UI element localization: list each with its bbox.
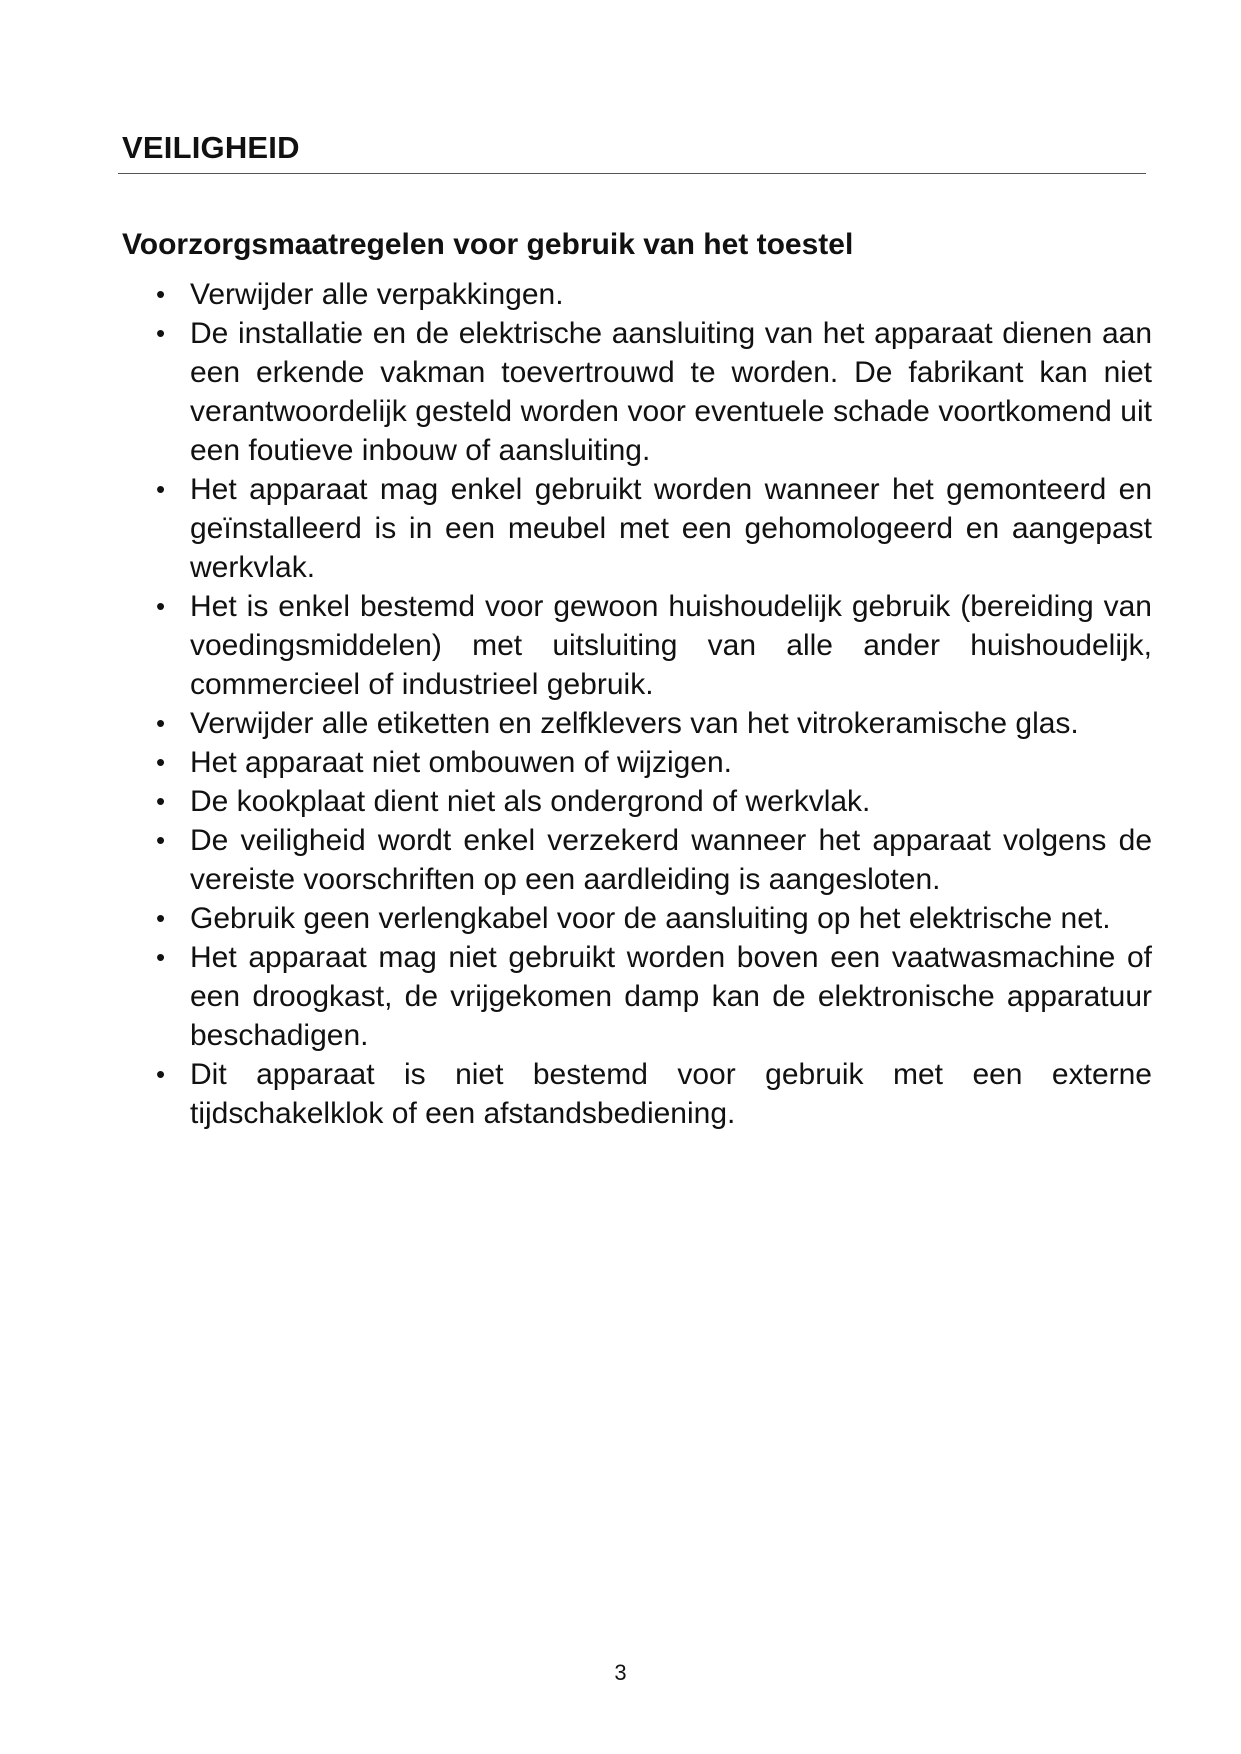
- section-title: VEILIGHEID: [122, 130, 300, 165]
- page-number: 3: [614, 1660, 627, 1685]
- list-item: • Dit apparaat is niet bestemd voor gebruik met een externe tijdschakelklok of een afstandsbediening.: [156, 1055, 1152, 1133]
- safety-precautions-list: [156, 275, 1152, 1133]
- list-item: • Het is enkel bestemd voor gewoon huishoudelijk gebruik (bereiding van voedingsmiddelen) met uitsluiting van alle ander huishoudelijk, commercieel of industrieel gebruik.: [156, 587, 1152, 704]
- list-item: • Het apparaat mag niet gebruikt worden boven een vaatwasmachine of een droogkast, de vrijgekomen damp kan de elektronische apparatuur beschadigen.: [156, 938, 1152, 1055]
- list-item: • Het apparaat mag enkel gebruikt worden wanneer het gemonteerd en geïnstalleerd is in een meubel met een gehomologeerd en aangepast werkvlak.: [156, 470, 1152, 587]
- title-divider: [118, 173, 1146, 174]
- list-item: • Verwijder alle etiketten en zelfklevers van het vitrokeramische glas.: [156, 704, 1152, 743]
- list-item: • De veiligheid wordt enkel verzekerd wanneer het apparaat volgens de vereiste voorschriften op een aardleiding is aangesloten.: [156, 821, 1152, 899]
- list-item: • Gebruik geen verlengkabel voor de aansluiting op het elektrische net.: [156, 899, 1152, 938]
- subsection-title: Voorzorgsmaatregelen voor gebruik van het toestel: [122, 228, 854, 261]
- list-item: • De installatie en de elektrische aansluiting van het apparaat dienen aan een erkende vakman toevertrouwd te worden. De fabrikant kan niet verantwoordelijk gesteld worden voor eventuele schade voortkomend uit een foutieve inbouw of aansluiting.: [156, 314, 1152, 470]
- list-item: • Verwijder alle verpakkingen.: [156, 275, 1152, 314]
- list-item: • Het apparaat niet ombouwen of wijzigen.: [156, 743, 1152, 782]
- list-item: • De kookplaat dient niet als ondergrond of werkvlak.: [156, 782, 1152, 821]
